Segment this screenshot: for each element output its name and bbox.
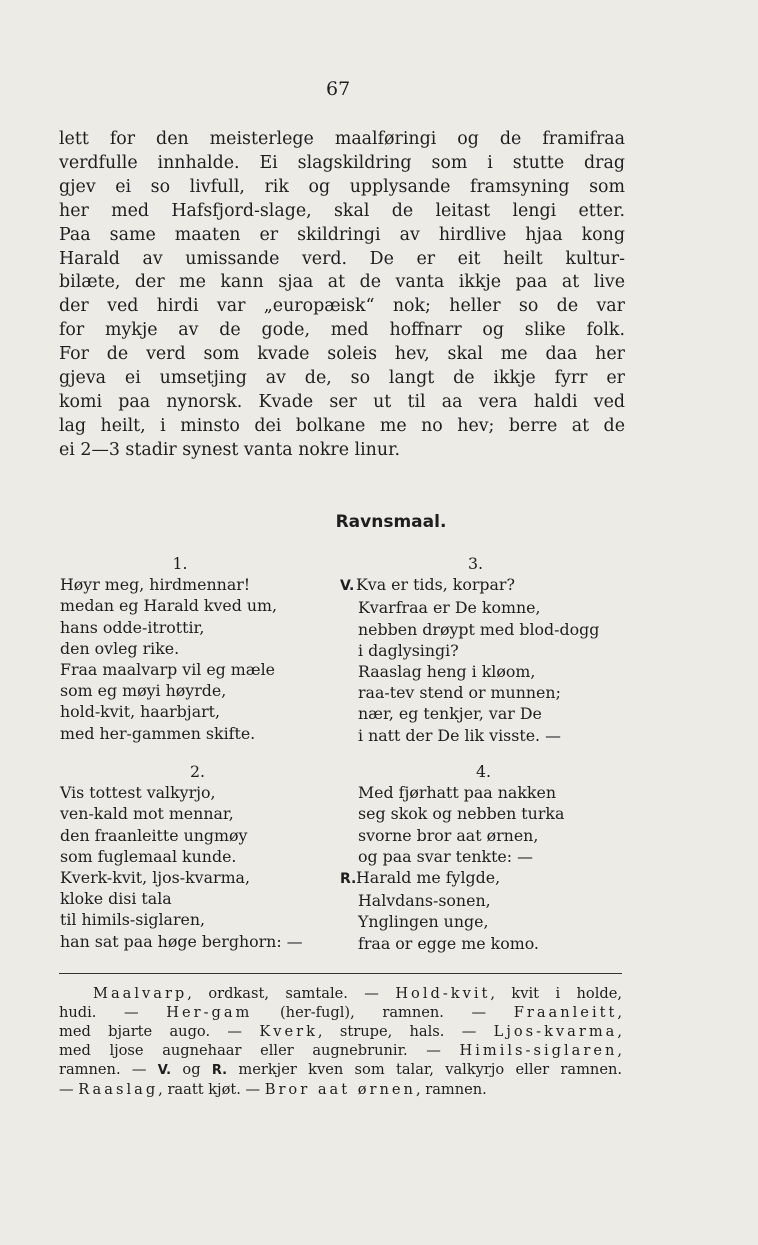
poem-title: Ravnsmaal. xyxy=(335,512,447,532)
speaker-label: V. xyxy=(340,578,355,595)
footnote-line: med ljose augnehaar eller augnebrunir. — Himils-siglaren, xyxy=(59,1041,622,1059)
verse-line: hold-kvit, haarbjart, xyxy=(60,702,221,722)
verse-line: R.Harald me fylgde, xyxy=(358,867,628,890)
verse-line: Halvdans-sonen, xyxy=(358,891,491,911)
verse-line: i daglysingi? xyxy=(358,640,459,660)
footnotes xyxy=(59,985,622,1099)
verse-line: som eg møyi høyrde, xyxy=(60,681,227,701)
page-number: 67 xyxy=(326,78,351,100)
prose-line: lett for den meisterlege maalføringi og de framifraa xyxy=(59,129,625,149)
verse-line: Ynglingen unge, xyxy=(358,912,489,932)
stanza-1 xyxy=(60,553,300,744)
stanza-3 xyxy=(340,553,628,746)
verse-line: den fraanleitte ungmøy xyxy=(60,825,248,845)
stanza-4 xyxy=(340,761,628,954)
prose-line: ei 2—3 stadir synest vanta nokre linur. xyxy=(59,439,401,460)
verse-line: i natt der De lik visste. — xyxy=(358,725,561,745)
prose-line: Paa same maaten er skildringi av hirdlive hjaa kong xyxy=(59,224,625,245)
verse-line: hans odde-itrottir, xyxy=(60,617,205,637)
verse-line: han sat paa høge berghorn: — xyxy=(60,931,303,951)
prose-line: Harald av umissande verd. De er eit heilt kultur- xyxy=(59,248,625,269)
verse-line: til himils-siglaren, xyxy=(60,910,206,930)
verse-line: ven-kald mot mennar, xyxy=(60,804,234,824)
verse-line: Fraa maalvarp vil eg mæle xyxy=(60,660,276,680)
verse-line: nebben drøypt med blod-dogg xyxy=(358,619,600,639)
verse-line: med her-gammen skifte. xyxy=(60,723,256,743)
stanza-number: 1. xyxy=(172,554,188,573)
stanza-number: 2. xyxy=(190,762,206,781)
stanza-number: 3. xyxy=(468,554,484,573)
prose-line: for mykje av de gode, med hoffnarr og slike folk. xyxy=(59,320,625,341)
verse-line: Kverk-kvit, ljos-kvarma, xyxy=(60,868,250,888)
verse-line: og paa svar tenkte: — xyxy=(358,846,533,866)
verse-line: Vis tottest valkyrjo, xyxy=(60,783,216,803)
verse-line: Raaslag heng i kløom, xyxy=(358,662,536,682)
verse-line: V. Kva er tids, korpar? xyxy=(358,574,628,597)
prose-paragraph xyxy=(59,128,625,463)
footnote-line: ramnen. — V. og R. merkjer kven som talar, valkyrjo eller ramnen. xyxy=(59,1060,622,1078)
verse-line: svorne bror aat ørnen, xyxy=(358,825,539,845)
verse-line: Med fjørhatt paa nakken xyxy=(358,783,557,803)
verse-line: som fuglemaal kunde. xyxy=(60,846,237,866)
prose-line: For de verd som kvade soleis hev, skal me daa her xyxy=(59,344,625,365)
footnote-line: hudi. — Her-gam (her-fugl), ramnen. — Fraanleitt, xyxy=(59,1003,622,1021)
prose-line: der ved hirdi var „europæisk“ nok; heller so de var xyxy=(59,296,625,317)
verse-line: raa-tev stend or munnen; xyxy=(358,683,561,703)
prose-line: lag heilt, i minsto dei bolkane me no hev; berre at de xyxy=(59,415,625,436)
footnote-line: med bjarte augo. — Kverk, strupe, hals. — Ljos-kvarma, xyxy=(59,1022,623,1040)
verse-line: nær, eg tenkjer, var De xyxy=(358,704,542,724)
verse-line: seg skok og nebben turka xyxy=(358,804,565,824)
prose-line: gjeva ei umsetjing av de, so langt de ikkje fyrr er xyxy=(59,368,625,389)
verse-line: kloke disi tala xyxy=(60,889,172,909)
prose-line: her med Hafsfjord-slage, skal de leitast lengi etter. xyxy=(59,200,625,221)
verse-line: Kvarfraa er De komne, xyxy=(358,598,541,618)
prose-line: verdfulle innhalde. Ei slagskildring som i stutte drag xyxy=(59,152,625,173)
verse-line: medan eg Harald kved um, xyxy=(60,596,278,616)
verse-line: Høyr meg, hirdmennar! xyxy=(60,575,251,595)
stanza-number: 4. xyxy=(476,762,492,781)
prose-line: komi paa nynorsk. Kvade ser ut til aa vera haldi ved xyxy=(59,391,625,412)
footnote-line: Maalvarp, ordkast, samtale. — Hold-kvit, kvit i holde, xyxy=(93,985,622,1002)
verse-line: den ovleg rike. xyxy=(60,638,180,658)
footnote-line: — Raaslag, raatt kjøt. — Bror aat ørnen, ramnen. xyxy=(59,1080,487,1098)
verse-line: fraa or egge me komo. xyxy=(358,933,539,953)
prose-line: bilæte, der me kann sjaa at de vanta ikkje paa at live xyxy=(59,272,625,293)
speaker-label: R. xyxy=(340,871,357,888)
stanza-2 xyxy=(60,761,330,952)
prose-line: gjev ei so livfull, rik og upplysande framsyning som xyxy=(59,176,625,197)
footnote-divider xyxy=(59,973,622,974)
